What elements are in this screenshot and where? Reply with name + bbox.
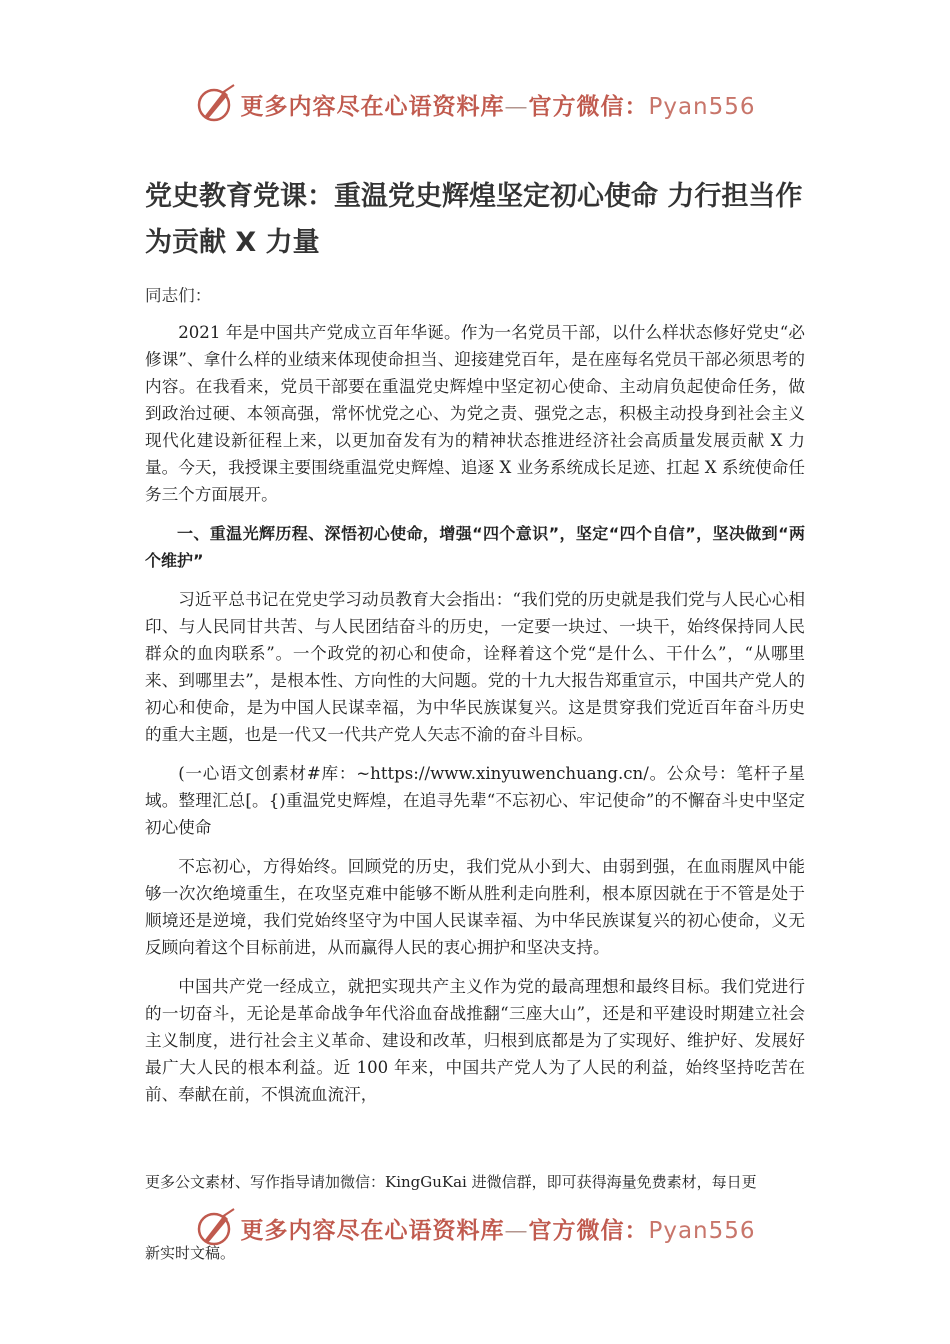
- footer-note: 更多公文素材、写作指导请加微信：KingGuKai 进微信群，即可获得海量免费素材，每日更: [145, 1173, 757, 1191]
- watermark-dash: —: [504, 93, 529, 120]
- subsection-heading: (一心语文创素材#库：~https://www.xinyuwenchuang.cn/。公众号：笔杆子星域。整理汇总[。{)重温党史辉煌，在追寻先辈“不忘初心、牢记使命”的不懈奋斗史中坚定初心使命: [145, 764, 805, 837]
- watermark-text: [240, 1212, 755, 1245]
- watermark-wechat-id: Pyan556: [648, 1217, 756, 1244]
- watermark-text: [240, 88, 755, 121]
- watermark-main: 更多内容尽在心语资料库: [240, 1216, 505, 1244]
- watermark-header: [0, 82, 950, 126]
- footer-note-continued: 新实时文稿。: [145, 1244, 236, 1262]
- watermark-wechat-id: Pyan556: [648, 93, 756, 120]
- section-heading: 一、重温光辉历程、深悟初心使命，增强“四个意识”，坚定“四个自信”，坚决做到“两个维护”: [145, 524, 805, 570]
- document-title: 党史教育党课：重温党史辉煌坚定初心使命 力行担当作为贡献 X 力量: [145, 181, 803, 258]
- watermark-wechat-label: 官方微信：: [528, 92, 649, 120]
- quill-logo-icon: [194, 83, 236, 125]
- paragraph: 不忘初心，方得始终。回顾党的历史，我们党从小到大、由弱到强，在血雨腥风中能够一次次绝境重生，在攻坚克难中能够不断从胜利走向胜利，根本原因就在于不管是处于顺境还是逆境，我们党始终坚守为中国人民谋幸福、为中华民族谋复兴的初心使命，义无反顾向着这个目标前进，从而赢得人民的衷心拥护和坚决支持。: [145, 857, 805, 957]
- document-body: [145, 282, 805, 1120]
- watermark-dash: —: [504, 1217, 529, 1244]
- watermark-wechat-label: 官方微信：: [528, 1216, 649, 1244]
- paragraph: 中国共产党一经成立，就把实现共产主义作为党的最高理想和最终目标。我们党进行的一切奋斗，无论是革命战争年代浴血奋战推翻“三座大山”，还是和平建设时期建立社会主义制度，进行社会主义革命、建设和改革，归根到底都是为了实现好、维护好、发展好最广大人民的根本利益。近 100 年来，中国共产党人为了人民的利益，始终坚持吃苦在前、奉献在前，不惧流血流汗，: [145, 977, 805, 1104]
- paragraph: 习近平总书记在党史学习动员教育大会指出：“我们党的历史就是我们党与人民心心相印、与人民同甘共苦、与人民团结奋斗的历史，一定要一块过、一块干，始终保持同人民群众的血肉联系”。一个政党的初心和使命，诠释着这个党“是什么、干什么”，“从哪里来、到哪里去”，是根本性、方向性的大问题。党的十九大报告郑重宣示，中国共产党人的初心和使命，是为中国人民谋幸福，为中华民族谋复兴。这是贯穿我们党近百年奋斗历史的重大主题，也是一代又一代共产党人矢志不渝的奋斗目标。: [145, 590, 805, 744]
- greeting: 同志们：: [145, 286, 212, 305]
- watermark-main: 更多内容尽在心语资料库: [240, 92, 505, 120]
- paragraph: 2021 年是中国共产党成立百年华诞。作为一名党员干部，以什么样状态修好党史“必修课”、拿什么样的业绩来体现使命担当、迎接建党百年，是在座每名党员干部必须思考的内容。在我看来，党员干部要在重温党史辉煌中坚定初心使命、主动肩负起使命任务，做到政治过硬、本领高强，常怀忧党之心、为党之责、强党之志，积极主动投身到社会主义现代化建设新征程上来，以更加奋发有为的精神状态推进经济社会高质量发展贡献 X 力量。今天，我授课主要围绕重温党史辉煌、追逐 X 业务系统成长足迹、扛起 X 系统使命任务三个方面展开。: [145, 323, 805, 504]
